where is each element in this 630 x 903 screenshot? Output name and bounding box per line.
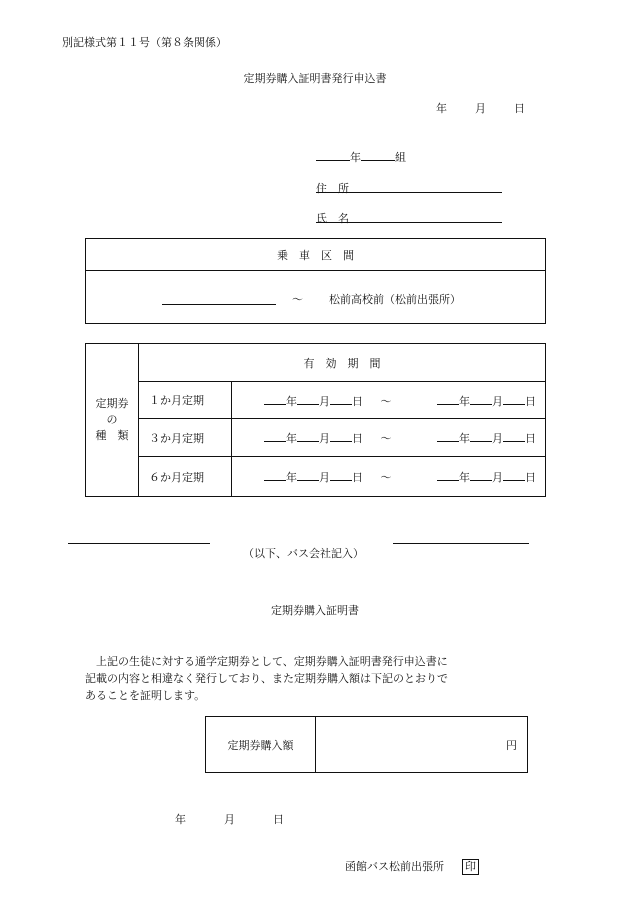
ticket-type-1month: １か月定期 <box>139 382 232 419</box>
ticket-type-label: 定期券 の 種 類 <box>86 344 139 497</box>
route-tilde: ～ <box>292 293 303 306</box>
amount-table <box>205 716 528 773</box>
route-table <box>85 238 546 324</box>
grade-class-field[interactable]: 年 組 <box>316 148 406 165</box>
validity-period-6month[interactable]: 年 月 日 ～ 年 月 日 <box>232 457 546 497</box>
route-row <box>86 271 546 324</box>
issuer-line <box>345 858 479 875</box>
ticket-type-6month: ６か月定期 <box>139 457 232 497</box>
table-row <box>86 457 546 497</box>
destination-stop: 松前高校前（松前出張所） <box>329 293 461 306</box>
validity-header: 有 効 期 間 <box>139 344 546 382</box>
amount-field[interactable] <box>316 717 528 773</box>
name-field[interactable]: 氏 名 <box>316 210 502 225</box>
amount-unit: 円 <box>506 738 517 752</box>
certificate-body: 上記の生徒に対する通学定期券として、定期券購入証明書発行申込書に 記載の内容と相違なく発行しており、また定期券購入額は下記のとおりで あることを証明します。 <box>85 655 448 702</box>
certificate-date: 年 月 日 <box>175 813 284 826</box>
table-row <box>86 419 546 457</box>
certificate-title: 定期券購入証明書 <box>271 604 359 617</box>
route-table-header: 乗 車 区 間 <box>86 239 546 271</box>
form-number: 別記様式第１１号（第８条関係） <box>62 36 227 49</box>
divider-note: （以下、バス会社記入） <box>243 547 364 560</box>
ticket-type-3month: ３か月定期 <box>139 419 232 457</box>
amount-label: 定期券購入額 <box>206 717 316 773</box>
issuer-name: 函館バス松前出張所 <box>345 860 444 873</box>
divider-right <box>393 543 529 544</box>
validity-table <box>85 343 546 497</box>
divider-left <box>68 543 210 544</box>
validity-period-1month[interactable]: 年 月 日 ～ 年 月 日 <box>232 382 546 419</box>
validity-period-3month[interactable]: 年 月 日 ～ 年 月 日 <box>232 419 546 457</box>
application-date: 年 月 日 <box>436 102 525 115</box>
form-title: 定期券購入証明書発行申込書 <box>243 72 387 85</box>
origin-stop-field[interactable] <box>162 292 276 305</box>
table-row <box>86 382 546 419</box>
address-field[interactable]: 住 所 <box>316 180 502 195</box>
seal-mark: 印 <box>462 859 479 875</box>
